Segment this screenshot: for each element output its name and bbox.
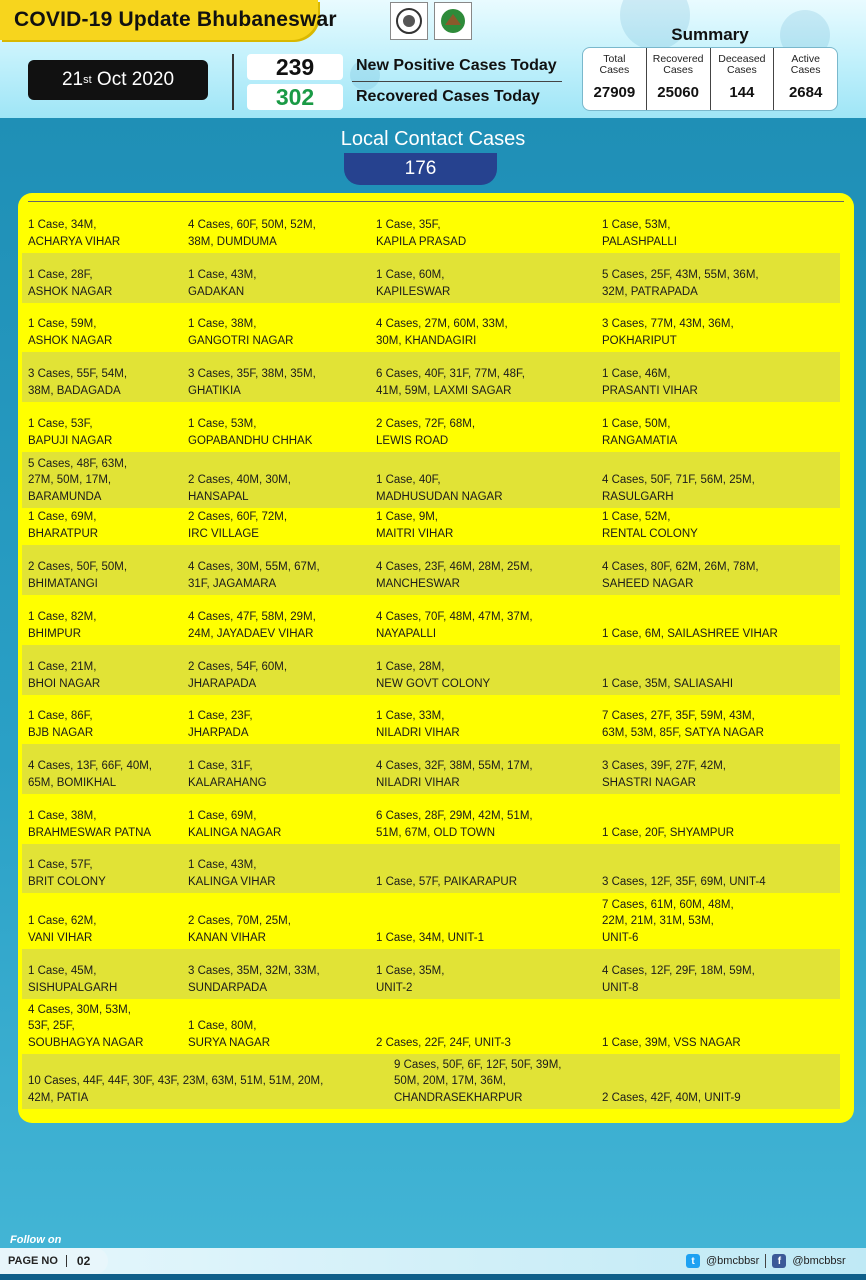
new-positive-count: 239 [247,54,343,80]
table-cell: 1 Case, 38M, GANGOTRI NAGAR [188,318,294,347]
table-cell: 4 Cases, 47F, 58M, 29M, 24M, JAYADAEV VIHAR [188,611,316,640]
table-cell: 7 Cases, 61M, 60M, 48M, 22M, 21M, 31M, 53M, UNIT-6 [602,898,734,944]
table-cell: 4 Cases, 27M, 60M, 33M, 30M, KHANDAGIRI [376,318,508,347]
facebook-handle[interactable]: @bmcbbsr [792,1255,846,1267]
date-suffix: st [83,74,92,86]
table-cell: 1 Case, 35F, KAPILA PRASAD [376,219,467,248]
table-cell: 1 Case, 69M, KALINGA NAGAR [188,810,282,839]
table-cell: 1 Case, 57F, BRIT COLONY [28,859,106,888]
odisha-govt-emblem-icon [390,2,428,40]
logos [390,2,472,40]
table-cell: 1 Case, 33M, NILADRI VIHAR [376,710,460,739]
bmc-logo-icon [434,2,472,40]
twitter-icon[interactable]: t [686,1254,700,1268]
table-cell: 3 Cases, 35M, 32M, 33M, SUNDARPADA [188,965,320,994]
table-row [22,508,840,545]
divider [352,81,562,82]
summary-value: 25060 [657,84,699,101]
summary-label: Active Cases [790,53,821,76]
table-cell: 2 Cases, 22F, 24F, UNIT-3 [376,1036,511,1049]
summary-title: Summary [671,25,749,44]
table-cell: 10 Cases, 44F, 44F, 30F, 43F, 23M, 63M, 51M, 51M, 20M, 42M, PATIA [28,1075,324,1104]
table-cell: 2 Cases, 40M, 30M, HANSAPAL [188,474,291,503]
table-cell: 1 Case, 21M, BHOI NAGAR [28,661,101,690]
table-row [22,893,840,949]
table-row [22,595,840,645]
table-cell: 4 Cases, 23F, 46M, 28M, 25M, MANCHESWAR [376,561,533,590]
table-cell: 1 Case, 86F, BJB NAGAR [28,710,94,739]
table-cell: 1 Case, 20F, SHYAMPUR [602,826,735,839]
table-cell: 1 Case, 31F, KALARAHANG [188,760,267,789]
table-cell: 1 Case, 69M, BHARATPUR [28,511,99,540]
summary-label: Deceased Cases [718,53,766,76]
social-links [686,1250,846,1272]
summary-panel [582,47,838,111]
facebook-icon[interactable]: f [772,1254,786,1268]
follow-label: Follow on [10,1234,62,1246]
table-cell: 7 Cases, 27F, 35F, 59M, 43M, 63M, 53M, 85F, SATYA NAGAR [602,710,764,739]
table-cell: 6 Cases, 28F, 29M, 42M, 51M, 51M, 67M, OLD TOWN [376,810,533,839]
table-cell: 1 Case, 39M, VSS NAGAR [602,1036,741,1049]
table-cell: 4 Cases, 32F, 38M, 55M, 17M, NILADRI VIHAR [376,760,533,789]
table-cell: 1 Case, 53M, GOPABANDHU CHHAK [188,418,313,447]
date-day: 21 [61,69,84,90]
table-cell: 4 Cases, 50F, 71F, 56M, 25M, RASULGARH [602,474,755,503]
table-cell: 5 Cases, 25F, 43M, 55M, 36M, 32M, PATRAPADA [602,269,759,298]
table-row [22,695,840,744]
summary-recovered [646,48,710,110]
table-cell: 4 Cases, 60F, 50M, 52M, 38M, DUMDUMA [188,219,316,248]
table-cell: 1 Case, 50M, RANGAMATIA [602,418,678,447]
table-cell: 3 Cases, 77M, 43M, 36M, POKHARIPUT [602,318,734,347]
table-cell: 1 Case, 45M, SISHUPALGARH [28,965,118,994]
table-cell: 1 Case, 35M, UNIT-2 [376,965,445,994]
table-cell: 1 Case, 59M, ASHOK NAGAR [28,318,113,347]
divider [765,1254,766,1268]
table-row [22,253,840,303]
table-cell: 1 Case, 53M, PALASHPALLI [602,219,678,248]
table-row [22,303,840,352]
table-cell: 4 Cases, 12F, 29F, 18M, 59M, UNIT-8 [602,965,755,994]
table-cell: 1 Case, 46M, PRASANTI VIHAR [602,368,698,397]
table-cell: 1 Case, 43M, GADAKAN [188,269,257,298]
table-cell: 9 Cases, 50F, 6F, 12F, 50F, 39M, 50M, 20M, 17M, 36M, CHANDRASEKHARPUR [394,1058,562,1104]
table-cell: 1 Case, 82M, BHIMPUR [28,611,97,640]
table-cell: 2 Cases, 54F, 60M, JHARAPADA [188,661,288,690]
table-cell: 4 Cases, 80F, 62M, 26M, 78M, SAHEED NAGAR [602,561,759,590]
page-title: COVID-19 Update Bhubaneswar [14,8,337,31]
table-row [22,794,840,844]
table-cell: 4 Cases, 70F, 48M, 47M, 37M, NAYAPALLI [376,611,533,640]
header [0,0,866,118]
table-cell: 1 Case, 34M, ACHARYA VIHAR [28,219,121,248]
table-cell: 3 Cases, 12F, 35F, 69M, UNIT-4 [602,875,766,888]
table-cell: 3 Cases, 39F, 27F, 42M, SHASTRI NAGAR [602,760,727,789]
table-cell: 1 Case, 40F, MADHUSUDAN NAGAR [376,474,503,503]
summary-deceased [710,48,774,110]
table-cell: 4 Cases, 13F, 66F, 40M, 65M, BOMIKHAL [28,760,153,789]
table-cell: 1 Case, 34M, UNIT-1 [376,931,485,944]
title-banner [0,0,337,40]
footer-stripe [0,1274,866,1280]
table-row [22,545,840,595]
table-cell: 1 Case, 62M, VANI VIHAR [28,915,97,944]
table-cell: 2 Cases, 42F, 40M, UNIT-9 [602,1091,741,1104]
table-cell: 1 Case, 60M, KAPILESWAR [376,269,451,298]
table-cell: 5 Cases, 48F, 63M, 27M, 50M, 17M, BARAMUNDA [28,457,128,503]
table-cell: 4 Cases, 30M, 53M, 53F, 25F, SOUBHAGYA NAGAR [28,1003,144,1049]
cases-table [18,193,854,1123]
summary-value: 2684 [788,84,823,101]
table-cell: 1 Case, 43M, KALINGA VIHAR [188,859,276,888]
page-number-tab [0,1248,108,1274]
table-row [22,352,840,402]
divider [232,54,234,110]
section-count: 176 [344,153,497,185]
table-cell: 6 Cases, 40F, 31F, 77M, 48F, 41M, 59M, LAXMI SAGAR [376,368,525,397]
twitter-handle[interactable]: @bmcbbsr [706,1255,760,1267]
table-cell: 3 Cases, 35F, 38M, 35M, GHATIKIA [188,368,316,397]
table-cell: 1 Case, 38M, BRAHMESWAR PATNA [28,810,152,839]
table-cell: 1 Case, 9M, MAITRI VIHAR [376,511,454,540]
table-row [22,844,840,893]
table-row [22,402,840,452]
table-row [22,949,840,999]
summary-label: Recovered Cases [652,53,704,76]
table-cell: 1 Case, 80M, SURYA NAGAR [188,1020,271,1049]
table-row [22,452,840,508]
table-cell: 2 Cases, 70M, 25M, KANAN VIHAR [188,915,291,944]
table-cell: 1 Case, 35M, SALIASAHI [602,677,734,690]
summary-value: 27909 [593,84,636,101]
summary-active [773,48,837,110]
table-cell: 1 Case, 6M, SAILASHREE VIHAR [602,627,778,640]
table-cell: 1 Case, 28M, NEW GOVT COLONY [376,661,491,690]
table-cell: 2 Cases, 60F, 72M, IRC VILLAGE [188,511,288,540]
summary-label: Total Cases [599,53,630,76]
table-cell: 1 Case, 52M, RENTAL COLONY [602,511,698,540]
new-positive-label: New Positive Cases Today [356,57,557,74]
date-rest: Oct 2020 [91,69,175,90]
table-cell: 4 Cases, 30M, 55M, 67M, 31F, JAGAMARA [188,561,320,590]
section-title: Local Contact Cases [340,128,526,150]
table-cell: 1 Case, 53F, BAPUJI NAGAR [28,418,113,447]
table-cell: 1 Case, 28F, ASHOK NAGAR [28,269,113,298]
divider [28,201,844,202]
table-row [22,999,840,1054]
summary-total [583,48,646,110]
table-cell: 2 Cases, 72F, 68M, LEWIS ROAD [376,418,476,447]
table-cell: 1 Case, 57F, PAIKARAPUR [376,875,518,888]
page-label: PAGE NO [0,1255,67,1267]
page-number: 02 [76,1254,91,1268]
table-row [22,203,840,253]
table-row [22,645,840,695]
table-cell: 3 Cases, 55F, 54M, 38M, BADAGADA [28,368,128,397]
table-cell: 2 Cases, 50F, 50M, BHIMATANGI [28,561,128,590]
table-row [22,744,840,794]
table-row [22,1054,840,1109]
report-date [28,60,208,100]
summary-value: 144 [729,84,755,101]
recovered-label: Recovered Cases Today [356,88,540,105]
table-cell: 1 Case, 23F, JHARPADA [188,710,253,739]
recovered-count: 302 [247,84,343,110]
